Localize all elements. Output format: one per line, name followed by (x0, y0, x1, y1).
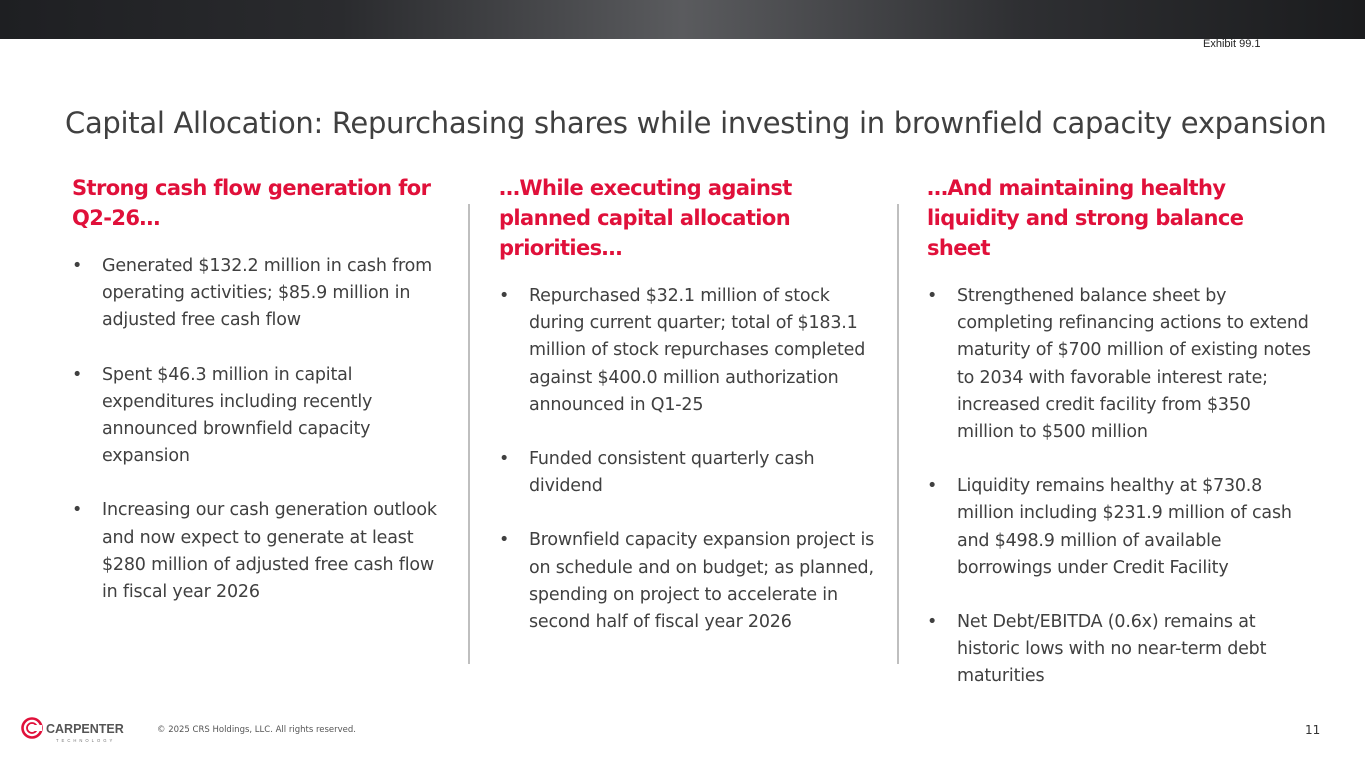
column-divider (468, 204, 470, 664)
bullet-icon: • (72, 256, 83, 276)
column-capital-allocation (499, 173, 884, 663)
list-item: • Spent $46.3 million in capital expenditures including recently announced brownfield capacity expansion (72, 362, 442, 471)
logo-text: CARPENTER (46, 722, 124, 736)
bullet-icon: • (927, 286, 938, 306)
slide-title: Capital Allocation: Repurchasing shares while investing in brownfield capacity expansion (65, 106, 1327, 140)
bullet-icon: • (927, 476, 938, 497)
list-item: • Repurchased $32.1 million of stock during current quarter; total of $183.1 million of stock repurchases completed against $400.0 million authorization announced in Q1-25 (499, 283, 884, 419)
exhibit-label: Exhibit 99.1 (1203, 38, 1261, 50)
list-item: • Net Debt/EBITDA (0.6x) remains at historic lows with no near-term debt maturities (927, 609, 1312, 691)
column-cash-flow (72, 173, 442, 633)
bullet-icon: • (72, 500, 83, 521)
column-heading: Strong cash flow generation for Q2-26… (72, 176, 431, 230)
list-item: • Liquidity remains healthy at $730.8 million including $231.9 million of cash and $498.9 million of available borrowings under Credit Facility (927, 473, 1312, 582)
bullet-icon: • (72, 364, 83, 385)
list-item: • Funded consistent quarterly cash dividend (499, 446, 884, 500)
list-item: • Brownfield capacity expansion project is on schedule and on budget; as planned, spending on project to accelerate in second half of fiscal year 2026 (499, 527, 884, 636)
bullet-list (72, 253, 442, 606)
bullet-list (927, 283, 1312, 691)
list-item: • Strengthened balance sheet by completing refinancing actions to extend maturity of $700 million of existing notes to 2034 with favorable interest rate; increased credit facility from $350 million to $500 million (927, 283, 1312, 446)
list-item: • Generated $132.2 million in cash from operating activities; $85.9 million in adjusted free cash flow (72, 253, 442, 335)
bullet-list (499, 283, 884, 636)
column-heading: …While executing against planned capital allocation priorities… (499, 176, 792, 260)
bullet-icon: • (499, 286, 510, 306)
carpenter-logo (20, 716, 140, 744)
bullet-icon: • (499, 530, 510, 551)
logo-mark-icon (23, 719, 43, 738)
column-heading: …And maintaining healthy liquidity and strong balance sheet (927, 176, 1244, 260)
top-banner (0, 0, 1365, 39)
logo-subtext: TECHNOLOGY (56, 738, 116, 743)
bullet-icon: • (499, 449, 510, 470)
page-number: 11 (1305, 723, 1321, 737)
column-divider (897, 204, 899, 664)
copyright-text: © 2025 CRS Holdings, LLC. All rights reserved. (157, 725, 356, 735)
list-item: • Increasing our cash generation outlook and now expect to generate at least $280 million of adjusted free cash flow in fiscal year 2026 (72, 497, 442, 606)
column-liquidity (927, 173, 1312, 718)
bullet-icon: • (927, 612, 938, 633)
